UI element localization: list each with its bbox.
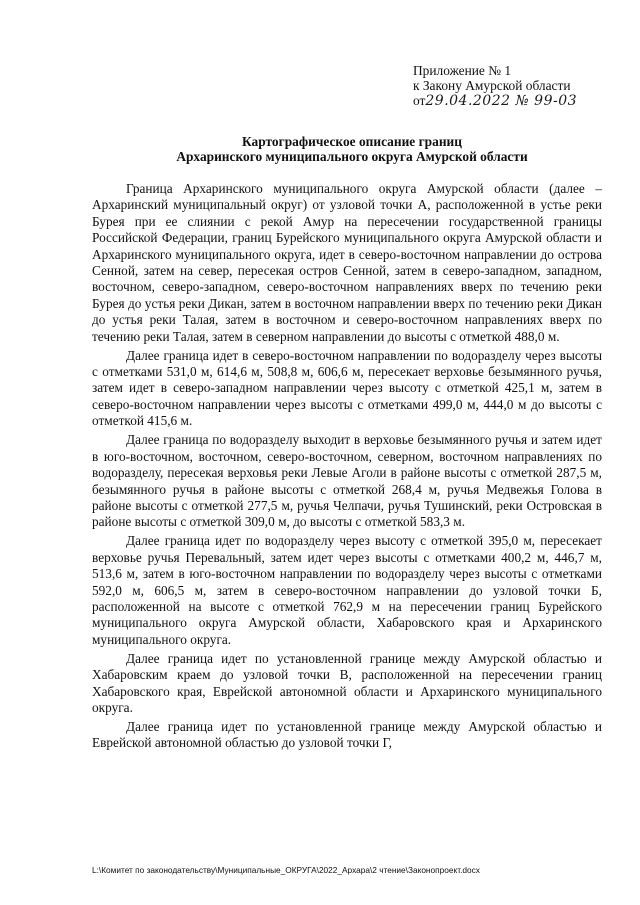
document-title <box>92 134 612 164</box>
appendix-block <box>413 63 577 109</box>
paragraph-4: Далее граница идет по водоразделу через высоту с отметкой 395,0 м, пересекает верховье ручья Перевальный, затем идет через высоты с отметками 400,2 м, 446,7 м, 513,6 м, затем в юго-восточном направлении по водоразделу через высоты с отметками 592,0 м, 606,5 м, затем в северо-восточном направлении до узловой точки Б, расположенной на высоте с отметкой 762,9 м на пересечении границ Бурейского муниципального округа Амурской области, Хабаровского края и Архаринского муниципального округа. <box>92 533 602 647</box>
paragraph-1: Граница Архаринского муниципального округа Амурской области (далее – Архаринский муниципальный округ) от узловой точки А, расположенной в устье реки Бурея при ее слиянии с рекой Амур на пересечении государственной границы Российской Федерации, границ Бурейского муниципального округа Амурской области и Архаринского муниципального округа, идет в северо-восточном направлении до острова Сенной, затем на север, пересекая остров Сенной, затем в северо-западном, западном, восточном, северо-западном, северо-восточном направлениях вверх по течению реки Бурея до устья реки Дикан, затем в восточном направлении вверх по течению реки Дикан до устья реки Талая, затем в восточном и северо-восточном направлениях вверх по течению реки Талая, затем в северном направлении до высоты с отметкой 488,0 м. <box>92 181 602 344</box>
appendix-number: Приложение № 1 <box>413 63 512 78</box>
file-path-footer: L:\Комитет по законодательству\Муниципальные_ОКРУГА\2022_Архара\2 чтение\Законопроект.docx <box>92 865 480 875</box>
appendix-law-reference: к Закону Амурской области <box>413 78 571 93</box>
paragraph-5: Далее граница идет по установленной границе между Амурской областью и Хабаровским краем до узловой точки В, расположенной на пересечении границ Хабаровского края, Еврейской автономной области и Архаринского муниципального округа. <box>92 650 602 715</box>
appendix-date-prefix: от <box>413 93 426 108</box>
handwritten-date-number: 29.04.2022 № 99-03 <box>425 93 578 109</box>
document-body <box>92 181 602 754</box>
paragraph-3: Далее граница по водоразделу выходит в верховье безымянного ручья и затем идет в юго-восточном, восточном, северо-восточном, северном, восточном направлениях по водоразделу, пересекая верховья реки Левые Аголи в районе высоты с отметкой 287,5 м, безымянного ручья в районе высоты с отметкой 268,4 м, ручья Медвежья Голова в районе высоты с отметкой 277,5 м, ручья Челпачи, ручья Тушинский, реки Островская в районе высоты с отметкой 309,0 м, до высоты с отметкой 583,3 м. <box>92 432 602 530</box>
paragraph-2: Далее граница идет в северо-восточном направлении по водоразделу через высоты с отметками 531,0 м, 614,6 м, 508,8 м, 606,6 м, пересекает верховье безымянного ручья, затем идет в северо-западном направлении через высоту с отметкой 425,1 м, затем в северо-восточном направлении через высоты с отметками 499,0 м, 444,0 м до высоты с отметкой 415,6 м. <box>92 347 602 429</box>
appendix-date-line <box>413 93 577 109</box>
title-line-1: Картографическое описание границ <box>242 134 462 149</box>
title-line-2: Архаринского муниципального округа Амурской области <box>176 149 528 164</box>
paragraph-6: Далее граница идет по установленной границе между Амурской областью и Еврейской автономной областью до узловой точки Г, <box>92 718 602 751</box>
